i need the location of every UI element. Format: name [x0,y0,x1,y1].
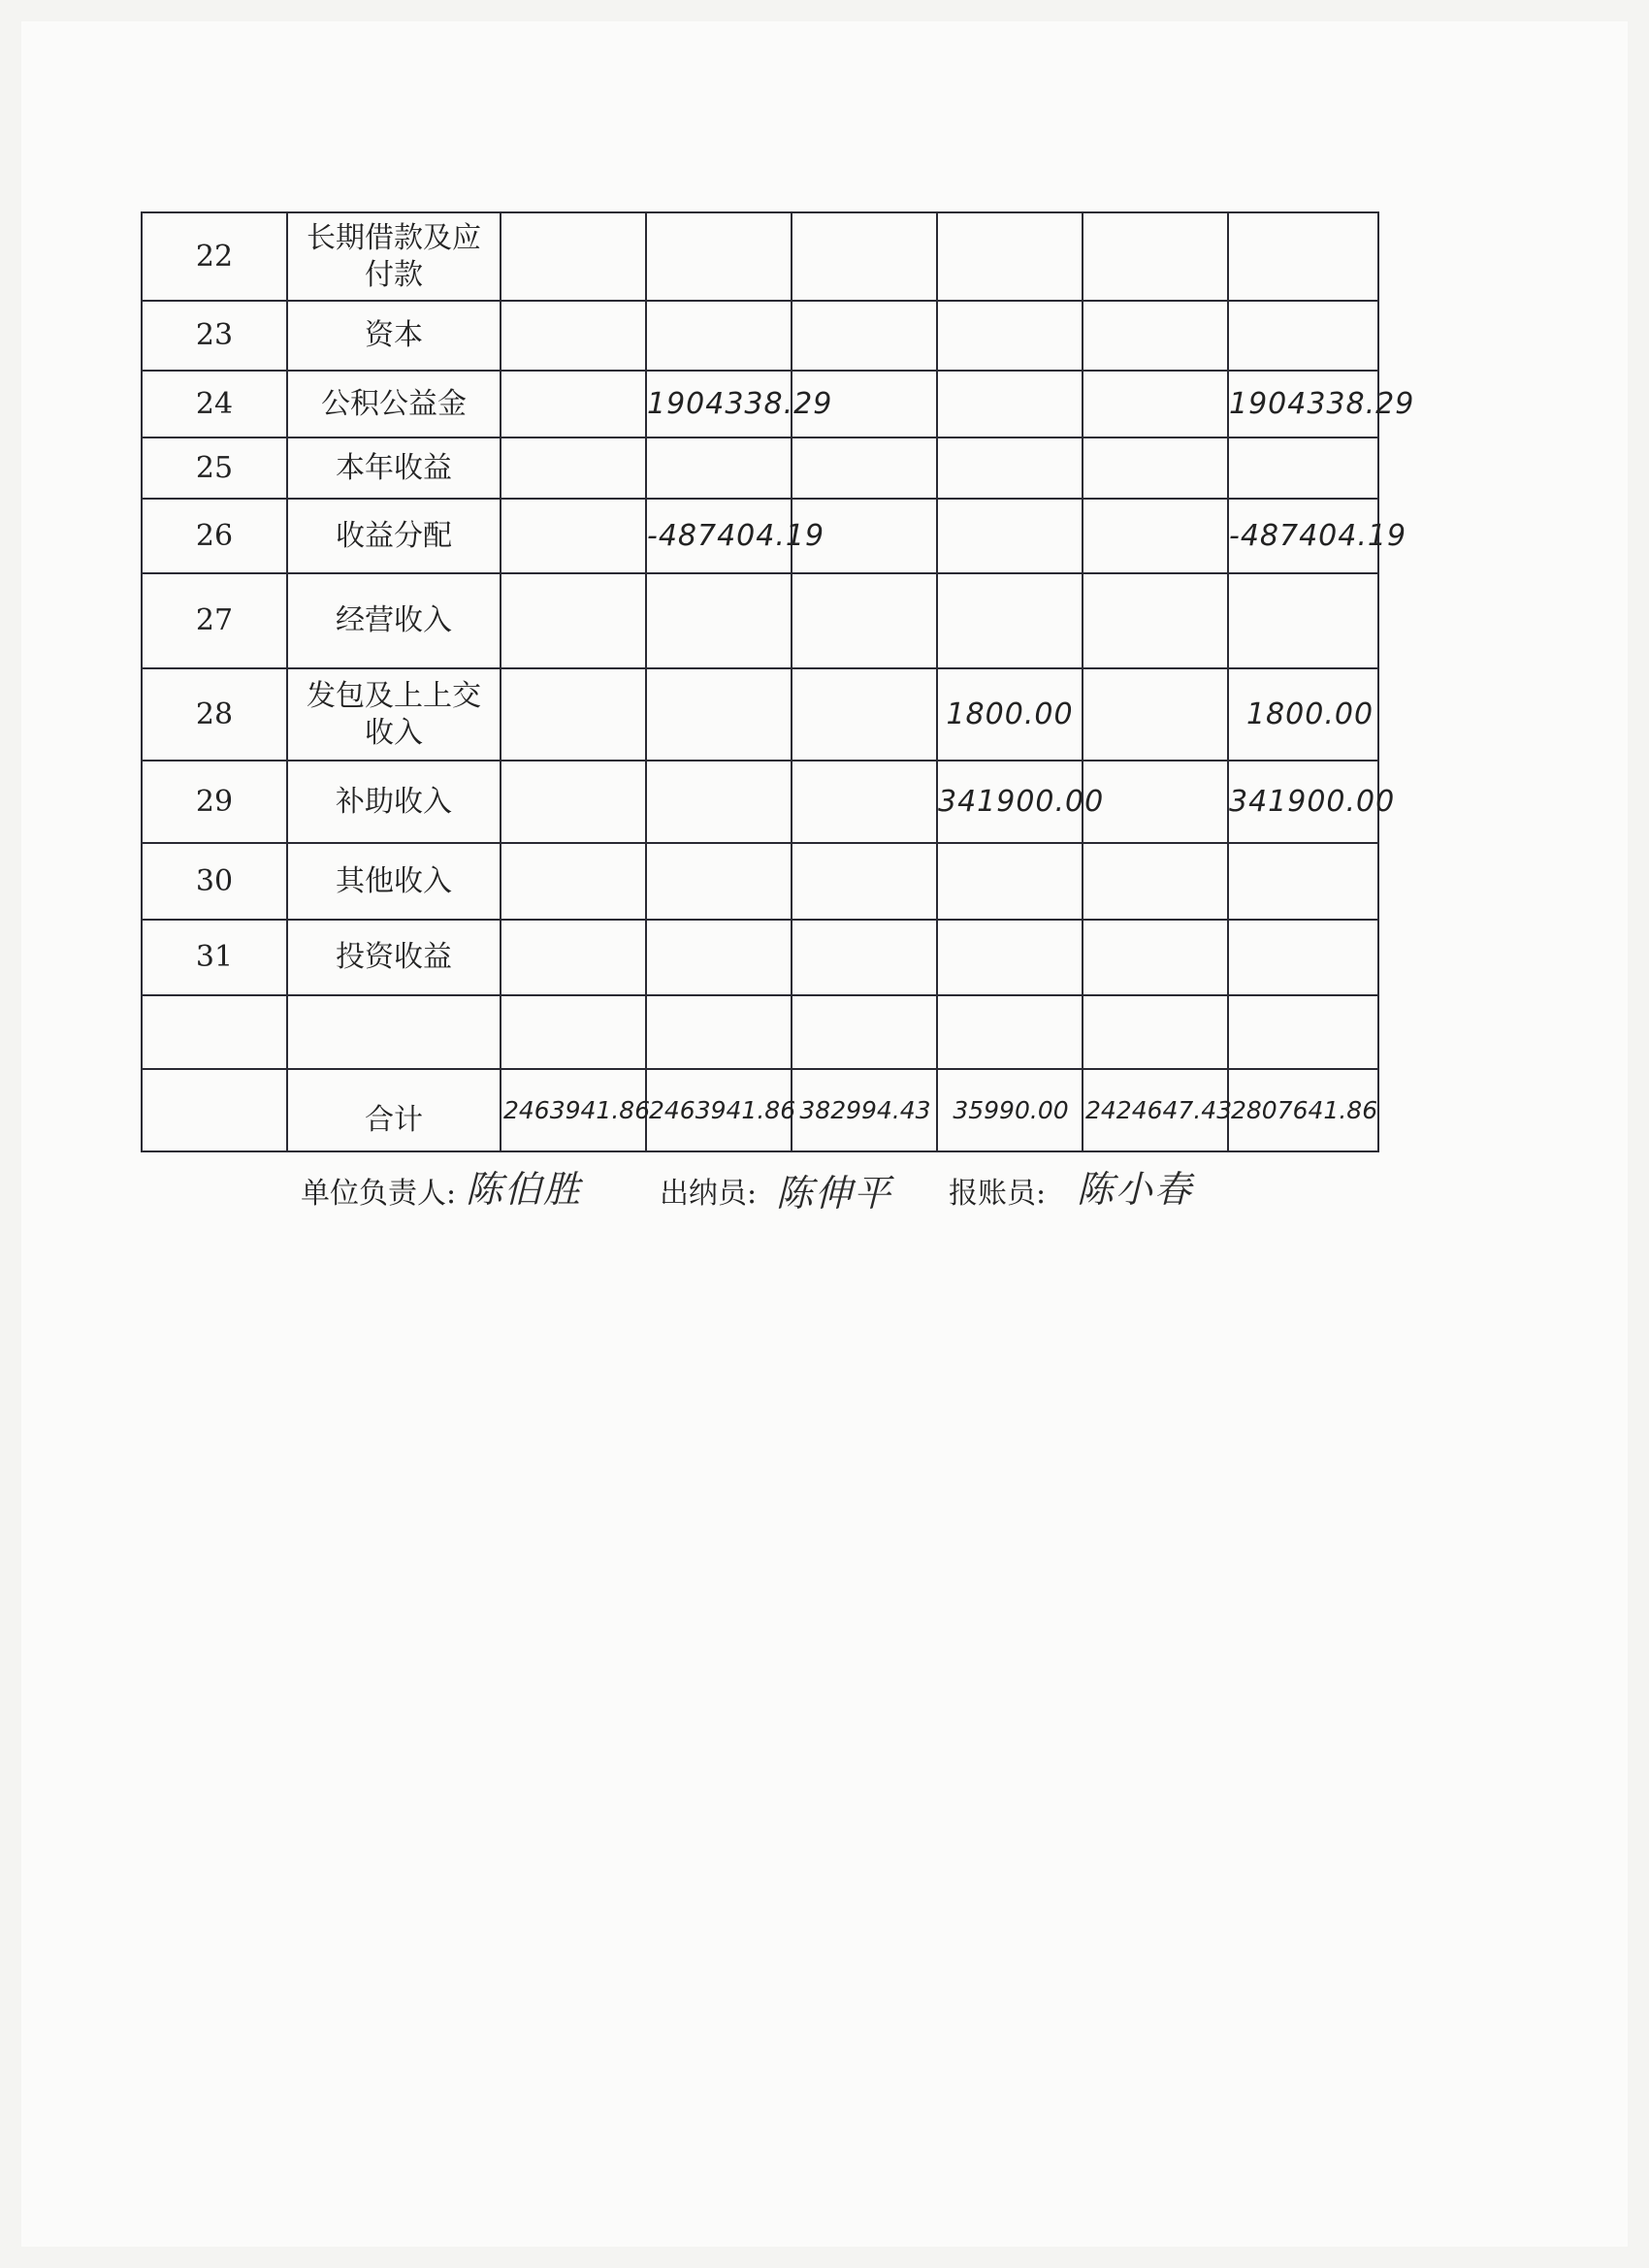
amount-cell [646,212,792,301]
table-row [142,437,1378,499]
row-number: 22 [142,212,287,301]
item-name: 收益分配 [287,499,501,573]
bookkeeper-signature: 陈小春 [1077,1168,1194,1211]
amount-cell [1083,573,1228,668]
amount-cell [646,668,792,761]
amount-cell: 1904338.29 [1228,371,1378,437]
table-row [142,573,1378,668]
row-number: 23 [142,301,287,371]
item-name: 其他收入 [287,843,501,920]
total-label: 合计 [287,1069,501,1151]
amount-cell: -487404.19 [646,499,792,573]
amount-cell: -487404.19 [1228,499,1378,573]
amount-cell [501,301,646,371]
amount-cell [937,843,1083,920]
amount-cell [1228,437,1378,499]
amount-cell [501,371,646,437]
amount-cell [937,212,1083,301]
table-row [142,761,1378,843]
item-name: 资本 [287,301,501,371]
table-row [142,843,1378,920]
amount-cell [1083,843,1228,920]
cashier-label: 出纳员: [660,1177,758,1211]
amount-cell [501,761,646,843]
row-number: 24 [142,371,287,437]
row-number [142,1069,287,1151]
ledger-table [141,211,1415,1152]
amount-cell [1228,995,1378,1069]
amount-cell [1083,437,1228,499]
bookkeeper-label: 报账员: [949,1177,1047,1211]
total-amount-cell: 2424647.43 [1083,1069,1228,1151]
amount-cell [937,499,1083,573]
amount-cell [646,995,792,1069]
row-number [142,995,287,1069]
amount-cell [646,437,792,499]
amount-cell [501,573,646,668]
amount-cell [937,301,1083,371]
amount-cell [792,212,937,301]
amount-cell [937,573,1083,668]
amount-cell [792,843,937,920]
amount-cell [1228,843,1378,920]
amount-cell [646,843,792,920]
amount-cell [937,371,1083,437]
amount-cell [1083,301,1228,371]
table-row [142,301,1378,371]
amount-cell [646,761,792,843]
amount-cell [1228,573,1378,668]
amount-cell [1083,920,1228,995]
item-name: 补助收入 [287,761,501,843]
amount-cell [1228,212,1378,301]
table-row [142,920,1378,995]
total-row [142,1069,1378,1151]
amount-cell [646,301,792,371]
item-name: 投资收益 [287,920,501,995]
amount-cell [1083,499,1228,573]
amount-cell [646,920,792,995]
table-row [142,212,1378,301]
unit-head-signature: 陈伯胜 [466,1168,583,1211]
amount-cell [792,761,937,843]
item-name: 经营收入 [287,573,501,668]
amount-cell [792,920,937,995]
amount-cell [501,212,646,301]
amount-cell [937,437,1083,499]
item-name: 发包及上上交收入 [287,668,501,761]
amount-cell [1083,212,1228,301]
row-number: 30 [142,843,287,920]
unit-head-label: 单位负责人: [301,1177,457,1211]
total-amount-cell: 382994.43 [792,1069,937,1151]
amount-cell [1228,301,1378,371]
item-name: 本年收益 [287,437,501,499]
cashier-signature: 陈伸平 [776,1172,893,1215]
item-name [287,995,501,1069]
amount-cell [501,437,646,499]
row-number: 31 [142,920,287,995]
amount-cell [1228,920,1378,995]
amount-cell [501,668,646,761]
amount-cell [501,920,646,995]
amount-cell [792,995,937,1069]
total-amount-cell: 2463941.86 [646,1069,792,1151]
row-number: 26 [142,499,287,573]
item-name: 长期借款及应付款 [287,212,501,301]
table-row [142,995,1378,1069]
item-name: 公积公益金 [287,371,501,437]
table-row [142,668,1378,761]
amount-cell [646,573,792,668]
total-amount-cell: 2807641.86 [1228,1069,1378,1151]
table-row [142,499,1378,573]
table-row [142,371,1378,437]
amount-cell [501,843,646,920]
row-number: 27 [142,573,287,668]
amount-cell [792,668,937,761]
total-amount-cell: 2463941.86 [501,1069,646,1151]
amount-cell [1083,761,1228,843]
amount-cell: 341900.00 [1228,761,1378,843]
row-number: 29 [142,761,287,843]
row-number: 25 [142,437,287,499]
amount-cell [792,301,937,371]
amount-cell [792,437,937,499]
amount-cell: 341900.00 [937,761,1083,843]
amount-cell [792,573,937,668]
amount-cell: 1904338.29 [646,371,792,437]
signature-line [301,1159,1368,1227]
row-number: 28 [142,668,287,761]
amount-cell: 1800.00 [1228,668,1378,761]
amount-cell [501,995,646,1069]
amount-cell [1083,995,1228,1069]
amount-cell [937,920,1083,995]
amount-cell [501,499,646,573]
amount-cell [1083,371,1228,437]
amount-cell [937,995,1083,1069]
amount-cell [1083,668,1228,761]
amount-cell: 1800.00 [937,668,1083,761]
total-amount-cell: 35990.00 [937,1069,1083,1151]
